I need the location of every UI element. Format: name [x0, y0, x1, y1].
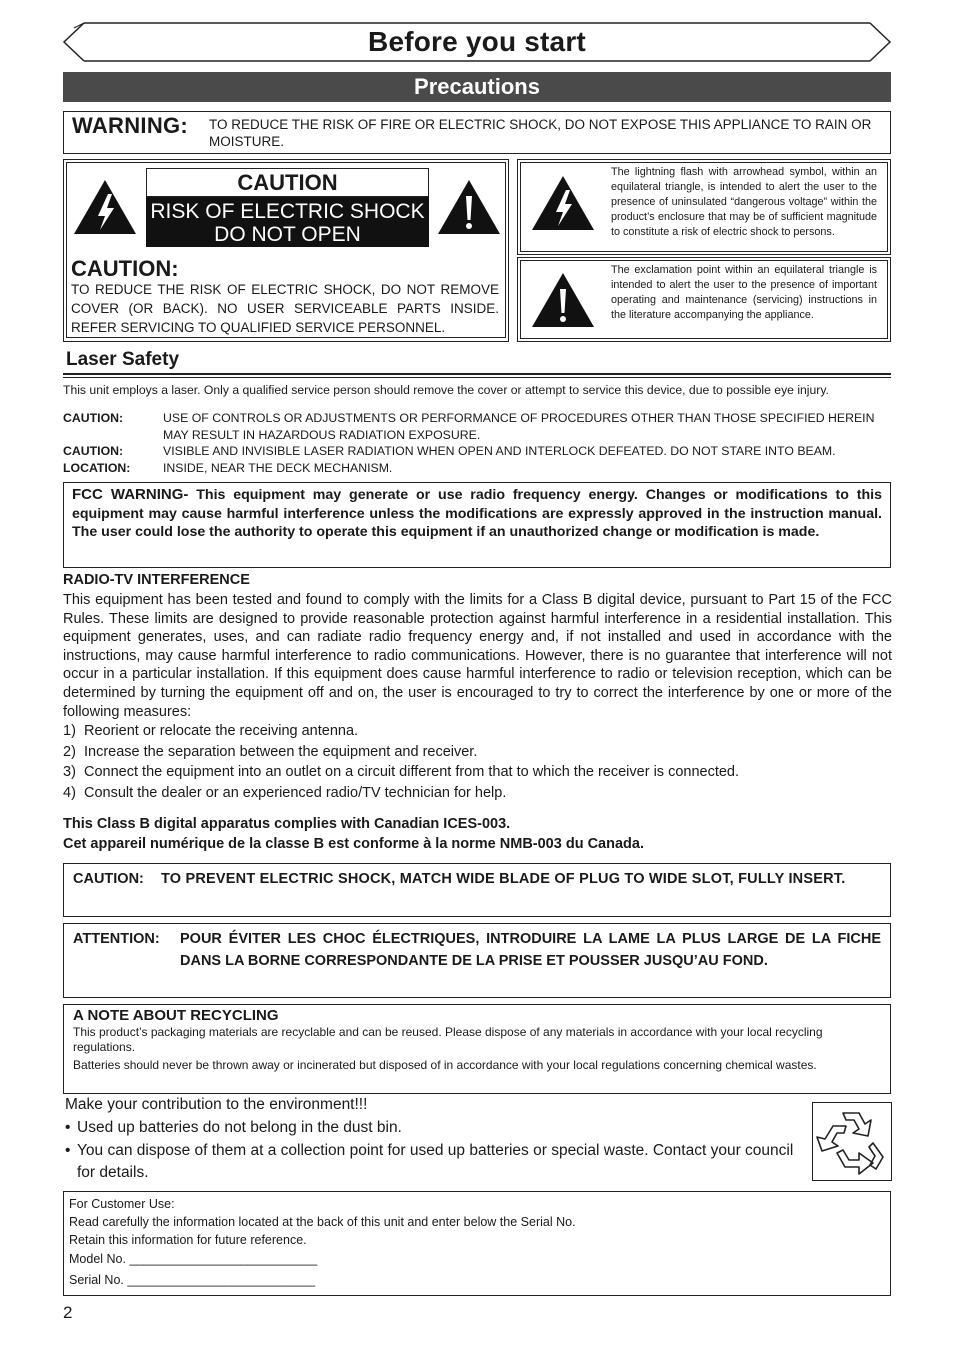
list-item-number: 1) — [63, 723, 76, 739]
bullet-icon: • — [65, 1119, 71, 1136]
list-item-text: Reorient or relocate the receiving antenna. — [84, 723, 359, 739]
radio-tv-heading: RADIO-TV INTERFERENCE — [63, 572, 250, 588]
list-item-text: You can dispose of them at a collection point for used up batteries or special waste. Contact your council for details. — [77, 1142, 794, 1181]
plug-caution-box — [63, 863, 891, 917]
page-title: Before you start — [368, 26, 586, 57]
plug-attention-label: ATTENTION: — [73, 931, 160, 947]
plug-caution-row — [73, 868, 881, 890]
class-b-english: This Class B digital apparatus complies with Canadian ICES-003. — [63, 816, 511, 832]
laser-safety-heading: Laser Safety — [66, 349, 180, 370]
caution-subheading: CAUTION: — [71, 256, 179, 281]
laser-caution-item — [63, 443, 893, 460]
recycle-symbol-box — [812, 1102, 892, 1181]
list-item-text: Increase the separation between the equipment and receiver. — [84, 743, 478, 760]
interference-measures — [63, 721, 892, 804]
list-item-text: Connect the equipment into an outlet on a circuit different from that to which the receiver is connected. — [84, 764, 740, 781]
laser-caution-label: CAUTION: — [63, 411, 124, 425]
list-item — [63, 721, 892, 742]
page-number: 2 — [63, 1303, 73, 1322]
list-item-number: 3) — [63, 764, 76, 781]
radio-tv-body: This equipment has been tested and found to comply with the limits for a Class B digital device, pursuant to Part 15 of the FCC Rules. These limits are designed to provide reasonable protection against harmful interference in a residential installation. This equipment generates, uses, and can radiate radio frequency energy and, if not installed and used in accordance with the instructions, may cause harmful interference to radio communications. However, there is no guarantee that interference will not occur in a particular installation. If this equipment does cause harmful interference to radio or television reception, which can be determined by turning the equipment off and on, the user is encouraged to try to correct the interference by one or more of the following measures: — [63, 592, 892, 720]
recycling-heading: A NOTE ABOUT RECYCLING — [73, 1007, 279, 1024]
class-b-compliance — [63, 814, 892, 854]
list-item — [63, 762, 892, 783]
lightning-symbol-icon — [530, 174, 596, 232]
lightning-symbol-box — [517, 159, 891, 255]
list-item-number: 2) — [63, 743, 76, 760]
laser-caution-label: CAUTION: — [63, 444, 124, 458]
warning-text: TO REDUCE THE RISK OF FIRE OR ELECTRIC SHOCK, DO NOT EXPOSE THIS APPLIANCE TO RAIN OR MOISTURE. — [209, 117, 872, 149]
recycling-batteries-text: Batteries should never be thrown away or incinerated but disposed of in accordance with your local regulations concerning chemical wastes. — [73, 1058, 817, 1072]
lightning-symbol-text: The lightning flash with arrowhead symbol, within an equilateral triangle, is intended to alert the user to the presence of uninsulated “dangerous voltage” within the product’s enclosure that may be of sufficient magnitude to constitute a risk of electric shock to persons. — [611, 166, 877, 238]
recycle-icon — [813, 1103, 890, 1179]
bullet-icon: • — [65, 1142, 71, 1159]
plug-caution-text: TO PREVENT ELECTRIC SHOCK, MATCH WIDE BLADE OF PLUG TO WIDE SLOT, FULLY INSERT. — [161, 871, 846, 887]
laser-caution-item — [63, 410, 893, 443]
title-banner — [62, 22, 892, 62]
laser-intro: This unit employs a laser. Only a qualified service person should remove the cover or attempt to service this device, due to possible eye injury. — [63, 383, 829, 397]
list-item — [65, 1117, 805, 1139]
list-item-text: Consult the dealer or an experienced radio/TV technician for help. — [84, 785, 507, 802]
caution-heading: CAUTION — [146, 168, 429, 197]
caution-panel — [63, 159, 509, 342]
exclamation-symbol-icon — [530, 271, 596, 329]
model-number-field[interactable]: Model No. ___________________________ — [69, 1252, 318, 1266]
list-item — [63, 783, 892, 804]
laser-location-text: INSIDE, NEAR THE DECK MECHANISM. — [163, 460, 393, 475]
exclamation-warning-icon — [436, 178, 502, 236]
list-item-text: Used up batteries do not belong in the dust bin. — [77, 1119, 402, 1136]
fcc-warning-box — [63, 482, 891, 568]
customer-use-box — [63, 1191, 891, 1296]
environment-notice — [65, 1094, 805, 1184]
laser-caution-item — [63, 460, 893, 477]
plug-attention-box — [63, 923, 891, 998]
list-item-number: 4) — [63, 785, 76, 802]
lightning-warning-icon — [72, 178, 138, 236]
fcc-warning-text: This equipment may generate or use radio frequency energy. Changes or modifications to this equipment may cause harmful interference unless the modifications are expressly approved in the instruction manual. The user could lose the authority to operate this equipment if an unauthorized change or modification is made. — [72, 487, 882, 540]
list-item — [63, 742, 892, 763]
customer-heading: For Customer Use: — [69, 1197, 175, 1211]
laser-caution-text: VISIBLE AND INVISIBLE LASER RADIATION WHEN OPEN AND INTERLOCK DEFEATED. DO NOT STARE INTO BEAM. — [163, 444, 836, 458]
laser-caution-text: USE OF CONTROLS OR ADJUSTMENTS OR PERFORMANCE OF PROCEDURES OTHER THAN THOSE SPECIFIED HEREIN MAY RESULT IN HAZARDOUS RADIATION EXPOSURE. — [163, 411, 875, 442]
risk-line-1: RISK OF ELECTRIC SHOCK — [150, 200, 425, 223]
serial-number-field[interactable]: Serial No. ___________________________ — [69, 1273, 316, 1287]
customer-instruction: Read carefully the information located at the back of this unit and enter below the Serial No. — [69, 1215, 576, 1229]
recycling-packaging-text: This product’s packaging materials are recyclable and can be reused. Please dispose of any materials in accordance with your local recycling regulations. — [73, 1025, 823, 1054]
risk-line-2: DO NOT OPEN — [214, 223, 361, 246]
plug-attention-text: POUR ÉVITER LES CHOC ÉLECTRIQUES, INTRODUIRE LA LAME LA PLUS LARGE DE LA FICHE DANS LA BORNE CORRESPONDANTE DE LA PRISE ET POUSSER JUSQU’AU FOND. — [180, 931, 881, 969]
exclamation-symbol-box — [517, 257, 891, 342]
plug-caution-label: CAUTION: — [73, 871, 144, 887]
laser-location-label: LOCATION: — [63, 460, 131, 475]
customer-retain-note: Retain this information for future reference. — [69, 1233, 307, 1247]
fcc-warning-label: FCC WARNING- — [72, 486, 189, 503]
laser-caution-list — [63, 410, 893, 476]
plug-attention-row — [73, 928, 881, 972]
laser-divider — [63, 373, 891, 378]
warning-label: WARNING: — [72, 113, 189, 138]
caution-text: TO REDUCE THE RISK OF ELECTRIC SHOCK, DO NOT REMOVE COVER (OR BACK). NO USER SERVICEABLE PARTS INSIDE. REFER SERVICING TO QUALIFIED SERVICE PERSONNEL. — [71, 282, 499, 335]
section-title: Precautions — [63, 72, 891, 102]
exclamation-symbol-text: The exclamation point within an equilateral triangle is intended to alert the user to the presence of important operating and maintenance (servicing) instructions in the literature accompanying the appliance. — [611, 264, 877, 321]
risk-of-shock-label — [146, 197, 429, 247]
list-item — [65, 1140, 805, 1184]
warning-box — [63, 111, 891, 154]
class-b-french: Cet appareil numérique de la classe B est conforme à la norme NMB-003 du Canada. — [63, 836, 644, 852]
environment-intro: Make your contribution to the environment!!! — [65, 1096, 368, 1113]
recycling-note-box — [63, 1004, 891, 1094]
